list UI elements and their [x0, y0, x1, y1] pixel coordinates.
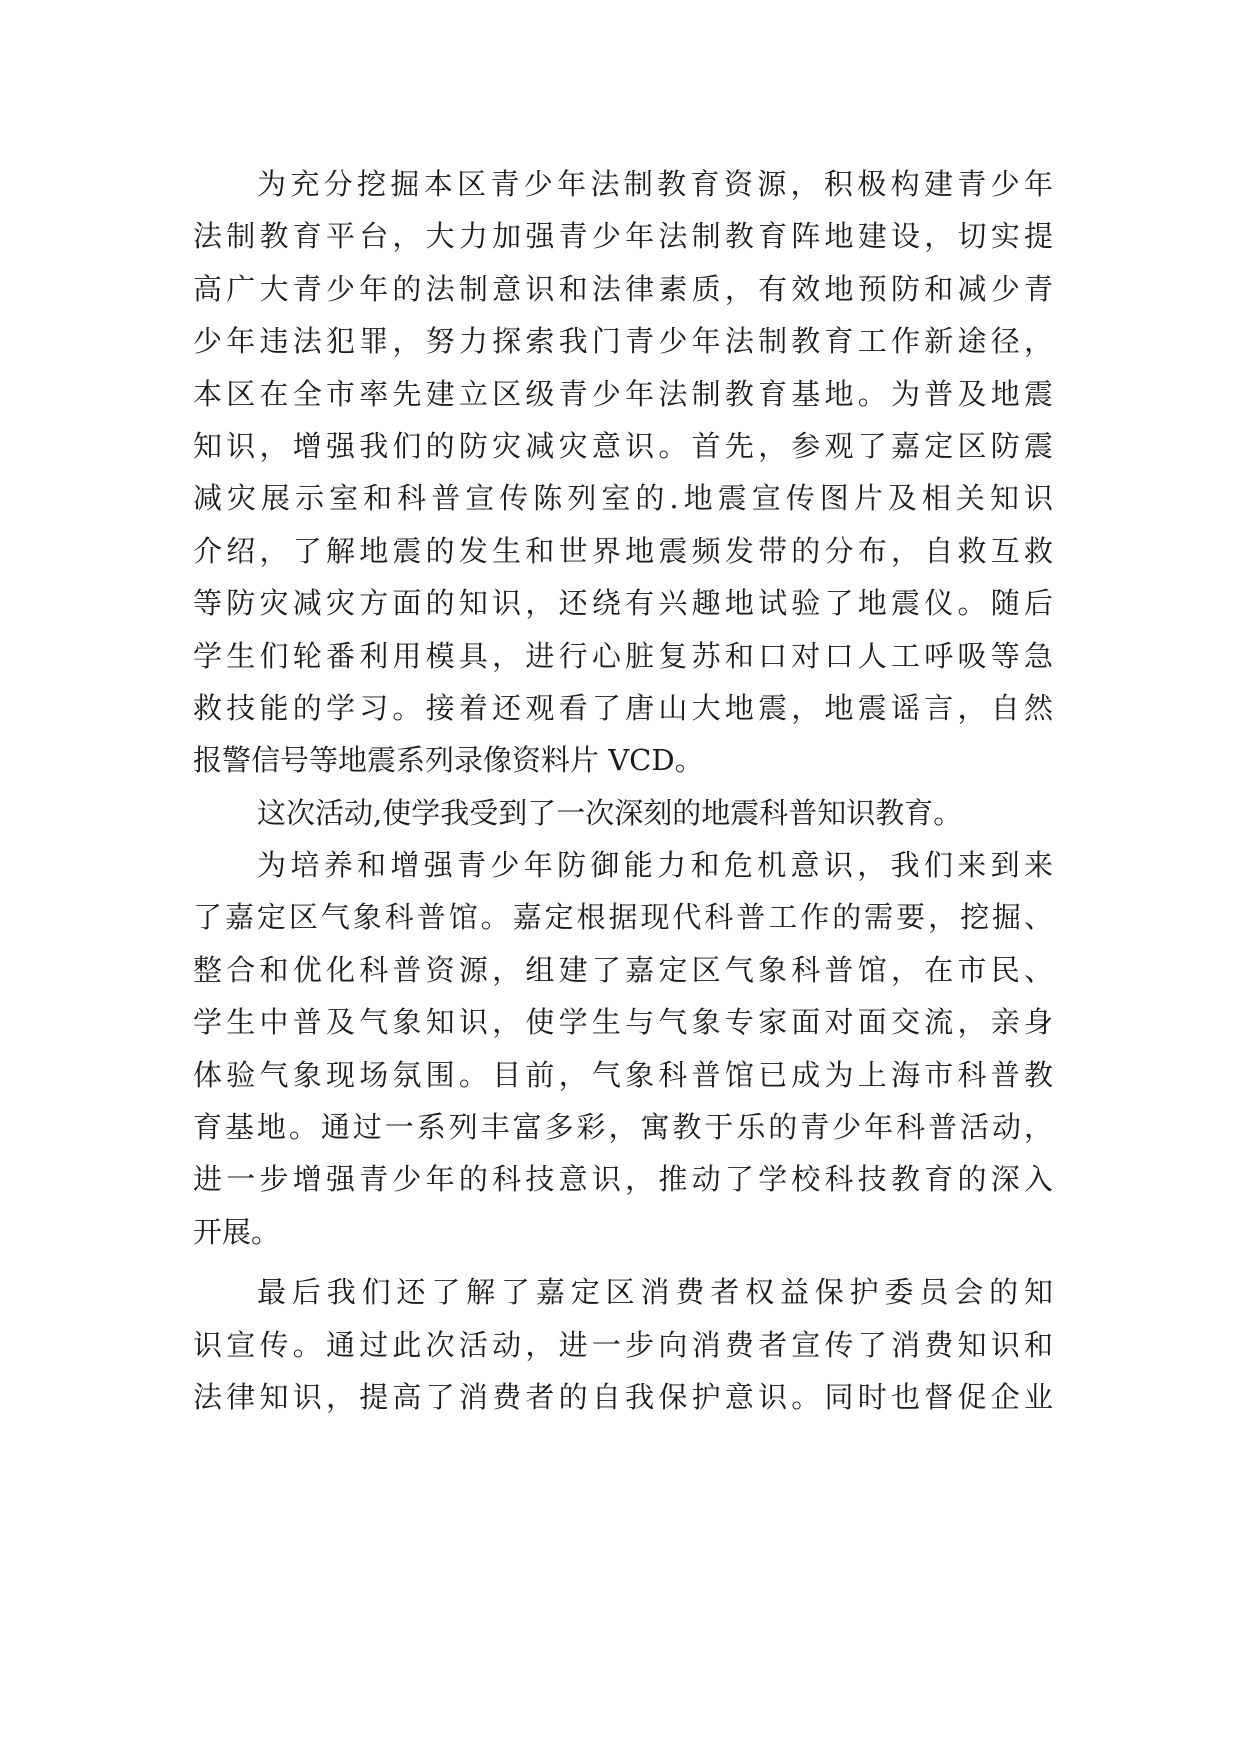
text-line: 学生中普及气象知识，使学生与气象专家面对面交流，亲身	[193, 1005, 1053, 1040]
text-line: 救技能的学习。接着还观看了唐山大地震，地震谣言，自然	[193, 690, 1053, 725]
text-line: 为培养和增强青少年防御能力和危机意识，我们来到来	[257, 848, 1053, 883]
text-line: 体验气象现场氛围。目前，气象科普馆已成为上海市科普教	[193, 1057, 1053, 1092]
text-line: 进一步增强青少年的科技意识，推动了学校科技教育的深入	[193, 1162, 1053, 1197]
text-line: 开展。	[193, 1214, 281, 1249]
text-line: 识宣传。通过此次活动，进一步向消费者宣传了消费知识和	[193, 1327, 1053, 1362]
text-line: 学生们轮番利用模具，进行心脏复苏和口对口人工呼吸等急	[193, 638, 1053, 673]
text-line: 本区在全市率先建立区级青少年法制教育基地。为普及地震	[193, 376, 1053, 411]
text-line: 介绍，了解地震的发生和世界地震频发带的分布，自救互救	[193, 533, 1053, 568]
text-line: 少年违法犯罪，努力探索我门青少年法制教育工作新途径，	[193, 324, 1053, 359]
text-line: 为充分挖掘本区青少年法制教育资源，积极构建青少年	[257, 167, 1053, 201]
text-line: 法制教育平台，大力加强青少年法制教育阵地建设，切实提	[193, 219, 1053, 254]
text-line: 高广大青少年的法制意识和法律素质，有效地预防和减少青	[193, 271, 1053, 306]
text-line: 这次活动,使学我受到了一次深刻的地震科普知识教育。	[257, 795, 963, 830]
text-line: 了嘉定区气象科普馆。嘉定根据现代科普工作的需要，挖掘、	[193, 900, 1053, 935]
text-line: 减灾展示室和科普宣传陈列室的.地震宣传图片及相关知识	[193, 481, 1053, 516]
document-body	[193, 158, 1053, 1423]
text-line: 育基地。通过一系列丰富多彩，寓教于乐的青少年科普活动，	[193, 1110, 1053, 1145]
text-line: 知识，增强我们的防灾减灾意识。首先，参观了嘉定区防震	[193, 428, 1053, 463]
text-line: 法律知识，提高了消费者的自我保护意识。同时也督促企业	[193, 1379, 1053, 1414]
text-line: 报警信号等地震系列录像资料片 VCD。	[193, 743, 704, 778]
text-line: 最后我们还了解了嘉定区消费者权益保护委员会的知	[257, 1275, 1053, 1310]
text-line: 等防灾减灾方面的知识，还绕有兴趣地试验了地震仪。随后	[193, 586, 1053, 621]
text-line: 整合和优化科普资源，组建了嘉定区气象科普馆，在市民、	[193, 952, 1053, 987]
